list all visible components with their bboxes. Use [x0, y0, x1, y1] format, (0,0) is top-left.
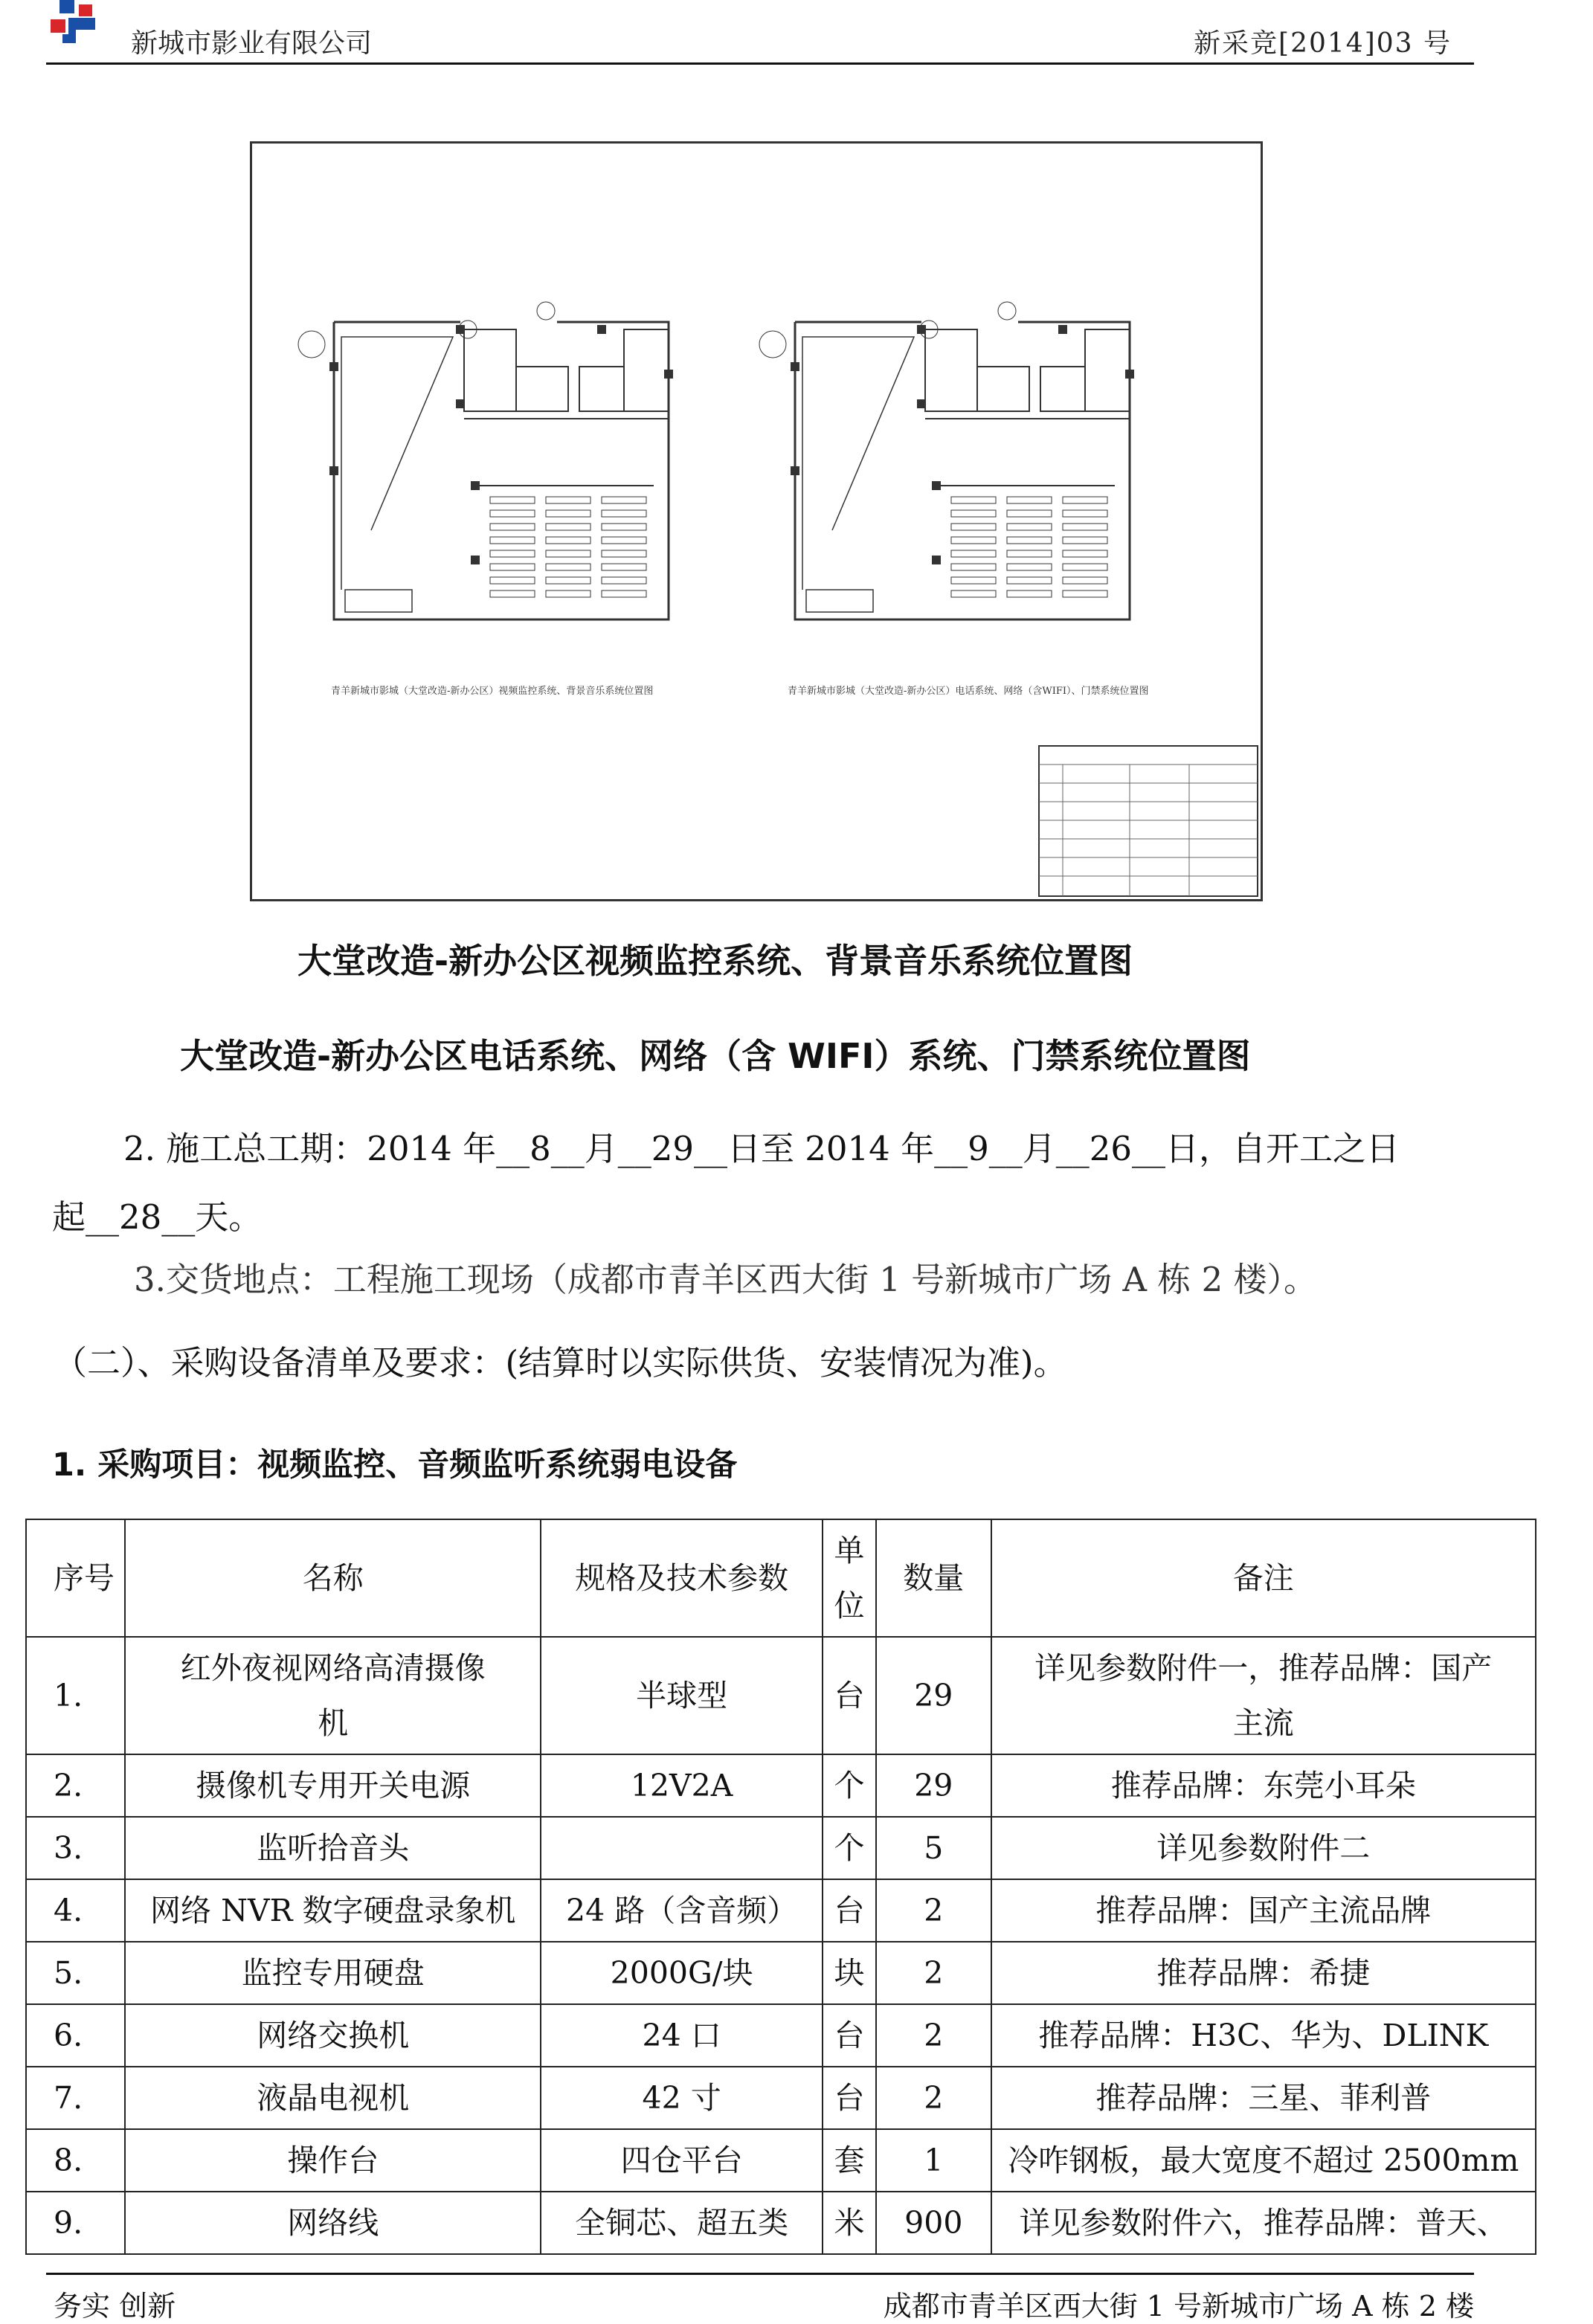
table-row	[26, 1637, 1536, 1754]
cell-qty: 29	[876, 1637, 991, 1754]
cell-no: 1.	[26, 1637, 125, 1754]
cell-unit: 台	[823, 2004, 876, 2067]
figure-caption-1: 大堂改造-新办公区视频监控系统、背景音乐系统位置图	[297, 941, 1133, 981]
cell-name: 网络线	[125, 2192, 541, 2254]
header-unit-top: 单	[834, 1533, 865, 1568]
cell-unit: 米	[823, 2192, 876, 2254]
cell-spec: 全铜芯、超五类	[541, 2192, 823, 2254]
cell-qty: 1	[876, 2129, 991, 2192]
table-row	[26, 1817, 1536, 1879]
cell-no: 4.	[26, 1879, 125, 1942]
header-unit	[823, 1519, 876, 1637]
company-logo	[46, 0, 113, 46]
cell-no: 5.	[26, 1942, 125, 2004]
cell-remark: 推荐品牌：东莞小耳朵	[991, 1754, 1536, 1817]
document-number: 新采竞[2014]03 号	[1194, 28, 1452, 59]
cell-remark: 推荐品牌：H3C、华为、DLINK	[991, 2004, 1536, 2067]
cell-name	[125, 1637, 541, 1754]
cell-remark: 详见参数附件六，推荐品牌：普天、	[991, 2192, 1536, 2254]
cell-unit: 台	[823, 2067, 876, 2129]
cell-spec: 半球型	[541, 1637, 823, 1754]
cell-name: 摄像机专用开关电源	[125, 1754, 541, 1817]
cell-no: 7.	[26, 2067, 125, 2129]
right-plan-caption: 青羊新城市影城（大堂改造-新办公区）电话系统、网络（含WIFI）、门禁系统位置图	[788, 686, 1149, 697]
table-row	[26, 2129, 1536, 2192]
table-row	[26, 2067, 1536, 2129]
cell-remark-line2: 主流	[1232, 1705, 1294, 1741]
table-header-row	[26, 1519, 1536, 1637]
cell-unit: 台	[823, 1637, 876, 1754]
cell-qty: 2	[876, 2004, 991, 2067]
cell-name: 液晶电视机	[125, 2067, 541, 2129]
section-title: 1. 采购项目：视频监控、音频监听系统弱电设备	[52, 1446, 738, 1484]
cell-spec: 42 寸	[541, 2067, 823, 2129]
cell-remark: 冷咋钢板，最大宽度不超过 2500mm	[991, 2129, 1536, 2192]
cell-name: 操作台	[125, 2129, 541, 2192]
cell-spec: 2000G/块	[541, 1942, 823, 2004]
cell-qty: 900	[876, 2192, 991, 2254]
cell-qty: 29	[876, 1754, 991, 1817]
equipment-table	[25, 1519, 1536, 2255]
company-name: 新城市影业有限公司	[131, 28, 373, 59]
cell-no: 6.	[26, 2004, 125, 2067]
cell-unit: 个	[823, 1754, 876, 1817]
equipment-list-heading: （二）、采购设备清单及要求：(结算时以实际供货、安装情况为准)。	[54, 1343, 1067, 1383]
cell-remark: 推荐品牌：希捷	[991, 1942, 1536, 2004]
header-name: 名称	[125, 1519, 541, 1637]
header-rule	[46, 62, 1474, 65]
figure-caption-2: 大堂改造-新办公区电话系统、网络（含 WIFI）系统、门禁系统位置图	[180, 1036, 1251, 1076]
cell-remark-line1: 详见参数附件一，推荐品牌：国产	[1034, 1650, 1493, 1686]
cell-qty: 2	[876, 1879, 991, 1942]
cell-spec: 12V2A	[541, 1754, 823, 1817]
header-qty: 数量	[876, 1519, 991, 1637]
cell-spec	[541, 1817, 823, 1879]
table-row	[26, 1754, 1536, 1817]
cell-name-line1: 红外夜视网络高清摄像	[180, 1650, 486, 1686]
cell-qty: 2	[876, 1942, 991, 2004]
floor-plan-figure	[250, 141, 1263, 901]
cell-remark: 详见参数附件二	[991, 1817, 1536, 1879]
footer-motto: 务实 创新	[54, 2290, 176, 2323]
legend-table	[1039, 746, 1258, 896]
table-row	[26, 2192, 1536, 2254]
footer-address: 成都市青羊区西大街 1 号新城市广场 A 栋 2 楼	[883, 2290, 1474, 2323]
header-remark: 备注	[991, 1519, 1536, 1637]
cell-remark: 推荐品牌：三星、菲利普	[991, 2067, 1536, 2129]
cell-no: 9.	[26, 2192, 125, 2254]
cell-name: 监听拾音头	[125, 1817, 541, 1879]
schedule-paragraph-cont: 起__28__天。	[52, 1197, 263, 1237]
cell-unit: 套	[823, 2129, 876, 2192]
footer-rule	[46, 2273, 1474, 2275]
header-unit-bottom: 位	[834, 1588, 865, 1623]
table-row	[26, 1942, 1536, 2004]
cell-unit: 台	[823, 1879, 876, 1942]
cell-spec: 四仓平台	[541, 2129, 823, 2192]
table-row	[26, 1879, 1536, 1942]
cell-unit: 块	[823, 1942, 876, 2004]
cell-name: 网络交换机	[125, 2004, 541, 2067]
delivery-paragraph: 3.交货地点：工程施工现场（成都市青羊区西大街 1 号新城市广场 A 栋 2 楼）。	[134, 1260, 1318, 1299]
table-row	[26, 2004, 1536, 2067]
cell-no: 2.	[26, 1754, 125, 1817]
cell-remark	[991, 1637, 1536, 1754]
cell-spec: 24 路（含音频）	[541, 1879, 823, 1942]
cell-qty: 5	[876, 1817, 991, 1879]
cell-spec: 24 口	[541, 2004, 823, 2067]
cell-no: 8.	[26, 2129, 125, 2192]
cell-remark: 推荐品牌：国产主流品牌	[991, 1879, 1536, 1942]
cell-no: 3.	[26, 1817, 125, 1879]
cell-name: 监控专用硬盘	[125, 1942, 541, 2004]
cell-name: 网络 NVR 数字硬盘录象机	[125, 1879, 541, 1942]
cell-qty: 2	[876, 2067, 991, 2129]
header-no: 序号	[26, 1519, 125, 1637]
cell-unit: 个	[823, 1817, 876, 1879]
schedule-paragraph: 2. 施工总工期：2014 年__8__月__29__日至 2014 年__9__月__26__日，自开工之日	[123, 1129, 1400, 1168]
left-plan-caption: 青羊新城市影城（大堂改造-新办公区）视频监控系统、背景音乐系统位置图	[331, 686, 654, 697]
cell-name-line2: 机	[318, 1705, 349, 1741]
header-spec: 规格及技术参数	[541, 1519, 823, 1637]
